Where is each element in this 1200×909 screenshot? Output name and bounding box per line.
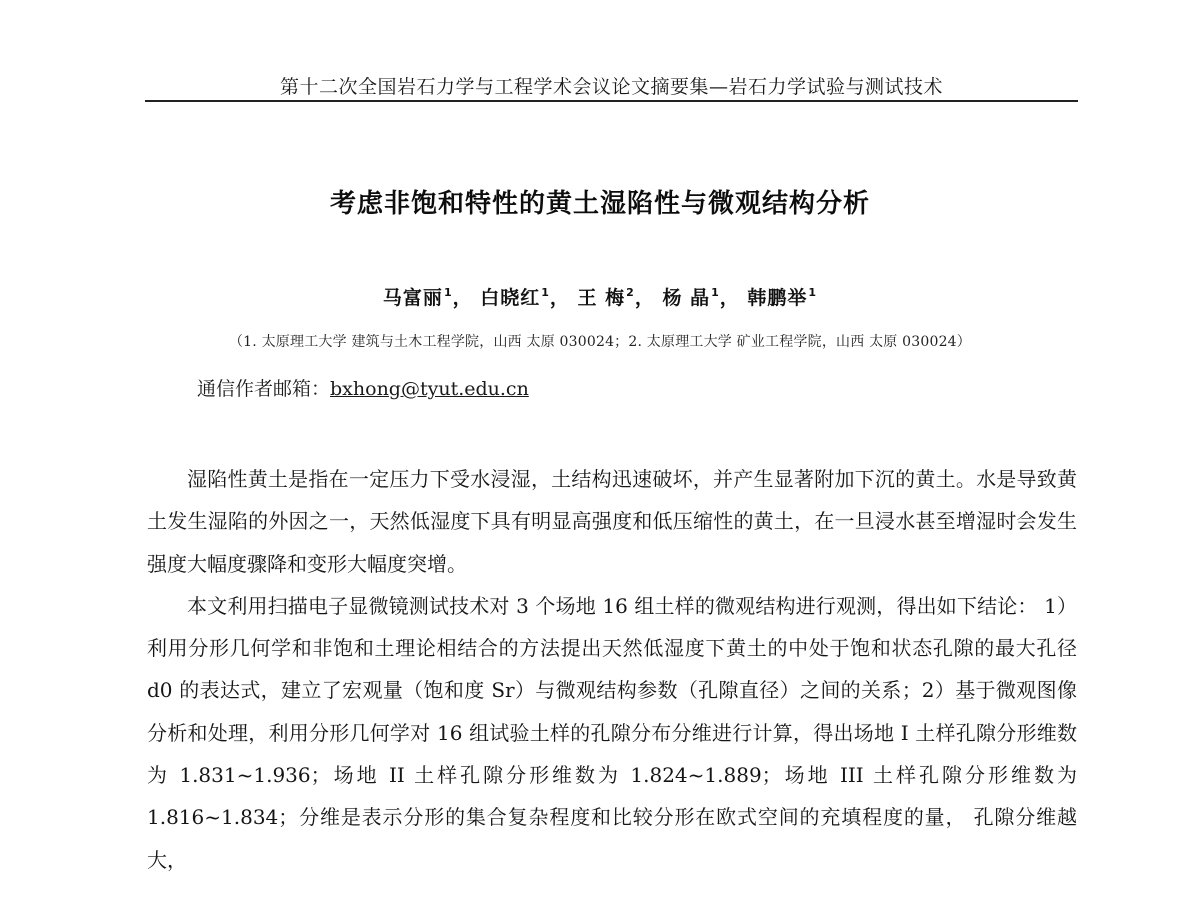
author-name: 马富丽 [382,287,443,309]
author-name: 王 梅 [577,287,626,309]
author-affil-mark: 1 [711,286,720,299]
author-name: 白晓红 [480,287,541,309]
author-affil-mark: 1 [443,286,453,299]
author-affil-mark: 1 [541,286,550,299]
paper-title: 考虑非饱和特性的黄土湿陷性与微观结构分析 [329,189,870,219]
author-affil-mark: 1 [808,286,818,299]
email-link[interactable]: bxhong@tyut.edu.cn [330,378,529,400]
author-separator: ， [719,287,740,309]
author-separator: ， [452,287,473,309]
author-name: 杨 晶 [662,287,711,309]
header-rule [145,100,1078,102]
running-header: 第十二次全国岩石力学与工程学术会议论文摘要集—岩石力学试验与测试技术 [279,76,943,98]
author-affil-mark: 2 [626,286,635,299]
email-label: 通信作者邮箱： [197,378,331,400]
corresponding-email [197,374,529,401]
author-list [0,283,1200,310]
body-paragraph: 湿陷性黄土是指在一定压力下受水浸湿，土结构迅速破坏，并产生显著附加下沉的黄土。水是导致黄土发生湿陷的外因之一，天然低湿度下具有明显高强度和低压缩性的黄土，在一旦浸水甚至增湿时会发生强度大幅度骤降和变形大幅度突增。 [147,467,1077,576]
author-separator: ， [549,287,570,309]
author-name: 韩鹏举 [747,287,808,309]
affiliation-line: （1. 太原理工大学 建筑与土木工程学院，山西 太原 030024；2. 太原理工大学 矿业工程学院，山西 太原 030024） [228,334,971,350]
author-separator: ， [634,287,655,309]
body-paragraph: 本文利用扫描电子显微镜测试技术对 3 个场地 16 组土样的微观结构进行观测，得出如下结论： 1）利用分形几何学和非饱和土理论相结合的方法提出天然低湿度下黄土的中处于饱和状态孔隙的最大孔径 d0 的表达式，建立了宏观量（饱和度 Sr）与微观结构参数（孔隙直径）之间的关系；2）基于微观图像分析和处理，利用分形几何学对 16 组试验土样的孔隙分布分维进行计算，得出场地 I 土样孔隙分形维数为 1.831~1.936；场地 II 土样孔隙分形维数为 1.824~1.889；场地 III 土样孔隙分形维数为 1.816~1.834；分维是表示分形的集合复杂程度和比较分形在欧式空间的充填程度的量， 孔隙分维越大， [147,593,1077,872]
abstract-body [147,458,1077,881]
